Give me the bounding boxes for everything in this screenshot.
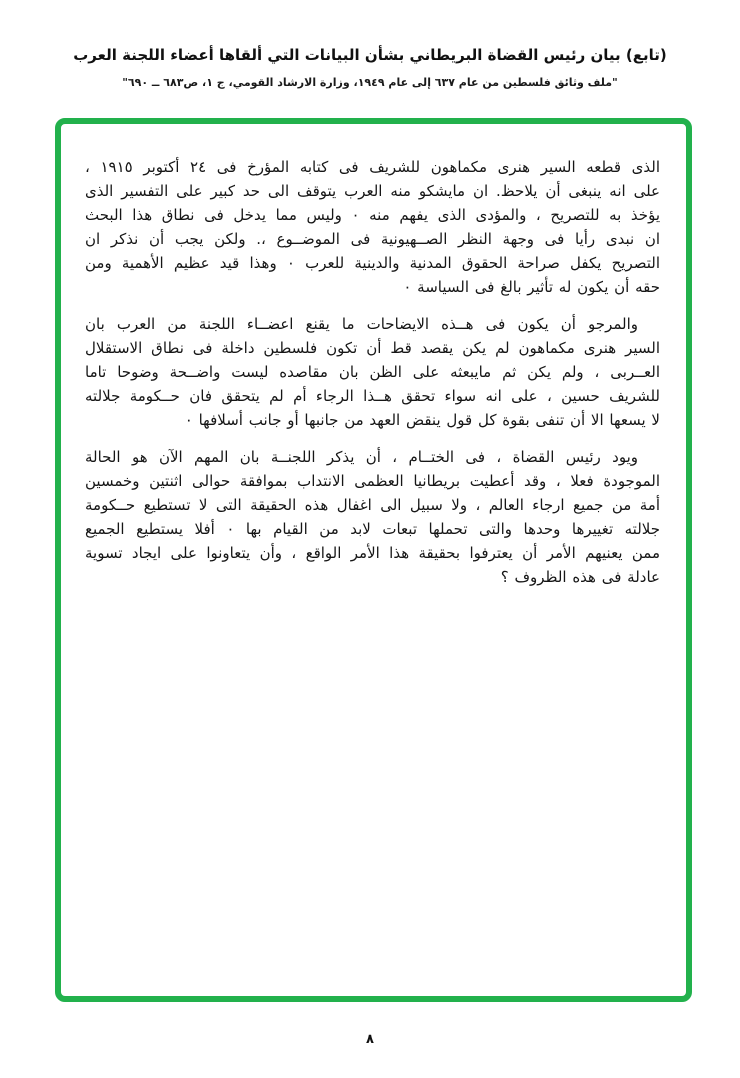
content-frame [55, 118, 692, 1002]
text-line: ويود رئيس القضاة ، فى الختــام ، أن يذكر اللجنــة بان المهم الآن هو الحالة [85, 448, 638, 466]
document-title: (تابع) بيان رئيس القضاة البريطاني بشأن البيانات التي ألقاها أعضاء اللجنة العرب [73, 46, 667, 64]
text-line: العــربى ، ولم يكن ثم مايبعثه على الظن بان مقاصده ليست واضــحة وضوحا تاما [85, 363, 660, 381]
text-line: جلالته تغييرها وحدها والتى تحملها تبعات لابد من القيام بها ٠ أفلا يستطيع الجميع [85, 520, 660, 538]
paragraph [85, 155, 660, 299]
text-line: ان نبدى رأيا فى وجهة النظر الصــهيونية فى الموضــوع ،. ولكن يجب أن نذكر ان [85, 230, 660, 248]
text-line: للشريف حسين ، على انه سواء تحقق هــذا الرجاء أم لم يتحقق فان حــكومة جلالته [85, 387, 660, 405]
text-line: يؤخذ به للتصريح ، والمؤدى الذى يفهم منه ٠ وليس مما يدخل فى نطاق هذا البحث [85, 206, 660, 224]
text-line: لا يسعها الا أن تنفى بقوة كل قول ينقض العهد من جانبها أو جانب أسلافها ٠ [184, 411, 660, 429]
text-line: والمرجو أن يكون فى هــذه الايضاحات ما يقنع اعضــاء اللجنة من العرب بان [85, 315, 638, 333]
text-line: عادلة فى هذه الظروف ؟ [500, 568, 660, 586]
text-line: أمة من جميع ارجاء العالم ، ولا سبيل الى اغفال هذه الحقيقة التى لا تستطيع حــكومة [85, 496, 660, 514]
text-line: الموجودة فعلا ، وقد أعطيت بريطانيا العظمى الانتداب بموافقة حوالى اثنتين وخمسين [85, 472, 660, 490]
paragraph [85, 312, 660, 432]
text-line: السير هنرى مكماهون لم يكن يقصد قط أن تكون فلسطين داخلة فى نطاق الاستقلال [85, 339, 660, 357]
text-line: التصريح يكفل صراحة الحقوق المدنية والدينية للعرب ٠ وهذا قيد عظيم الأهمية ومن [85, 254, 660, 272]
text-line: الذى قطعه السير هنرى مكماهون للشريف فى كتابه المؤرخ فى ٢٤ أكتوبر ١٩١٥ ، [85, 158, 661, 176]
document-body [61, 124, 686, 589]
text-line: حقه أن يكون له تأثير بالغ فى السياسة ٠ [403, 278, 660, 296]
paragraph [85, 445, 660, 589]
page-number: ٨ [366, 1032, 374, 1047]
document-source-citation: "ملف وثائق فلسطين من عام ٦٣٧ إلى عام ١٩٤٩، وزارة الارشاد القومي، ج ١، ص٦٨٣ ــ ٦٩٠" [122, 76, 618, 89]
page-header [0, 44, 740, 91]
text-line: ممن يعنيهم الأمر أن يعترفوا بحقيقة هذا الأمر الواقع ، وأن يتعاونوا على ايجاد تسوية [85, 544, 660, 562]
text-line: على انه ينبغى أن يلاحظ. ان مايشكو منه العرب يتوقف الى حد كبير على التفسير الذى [85, 182, 660, 200]
